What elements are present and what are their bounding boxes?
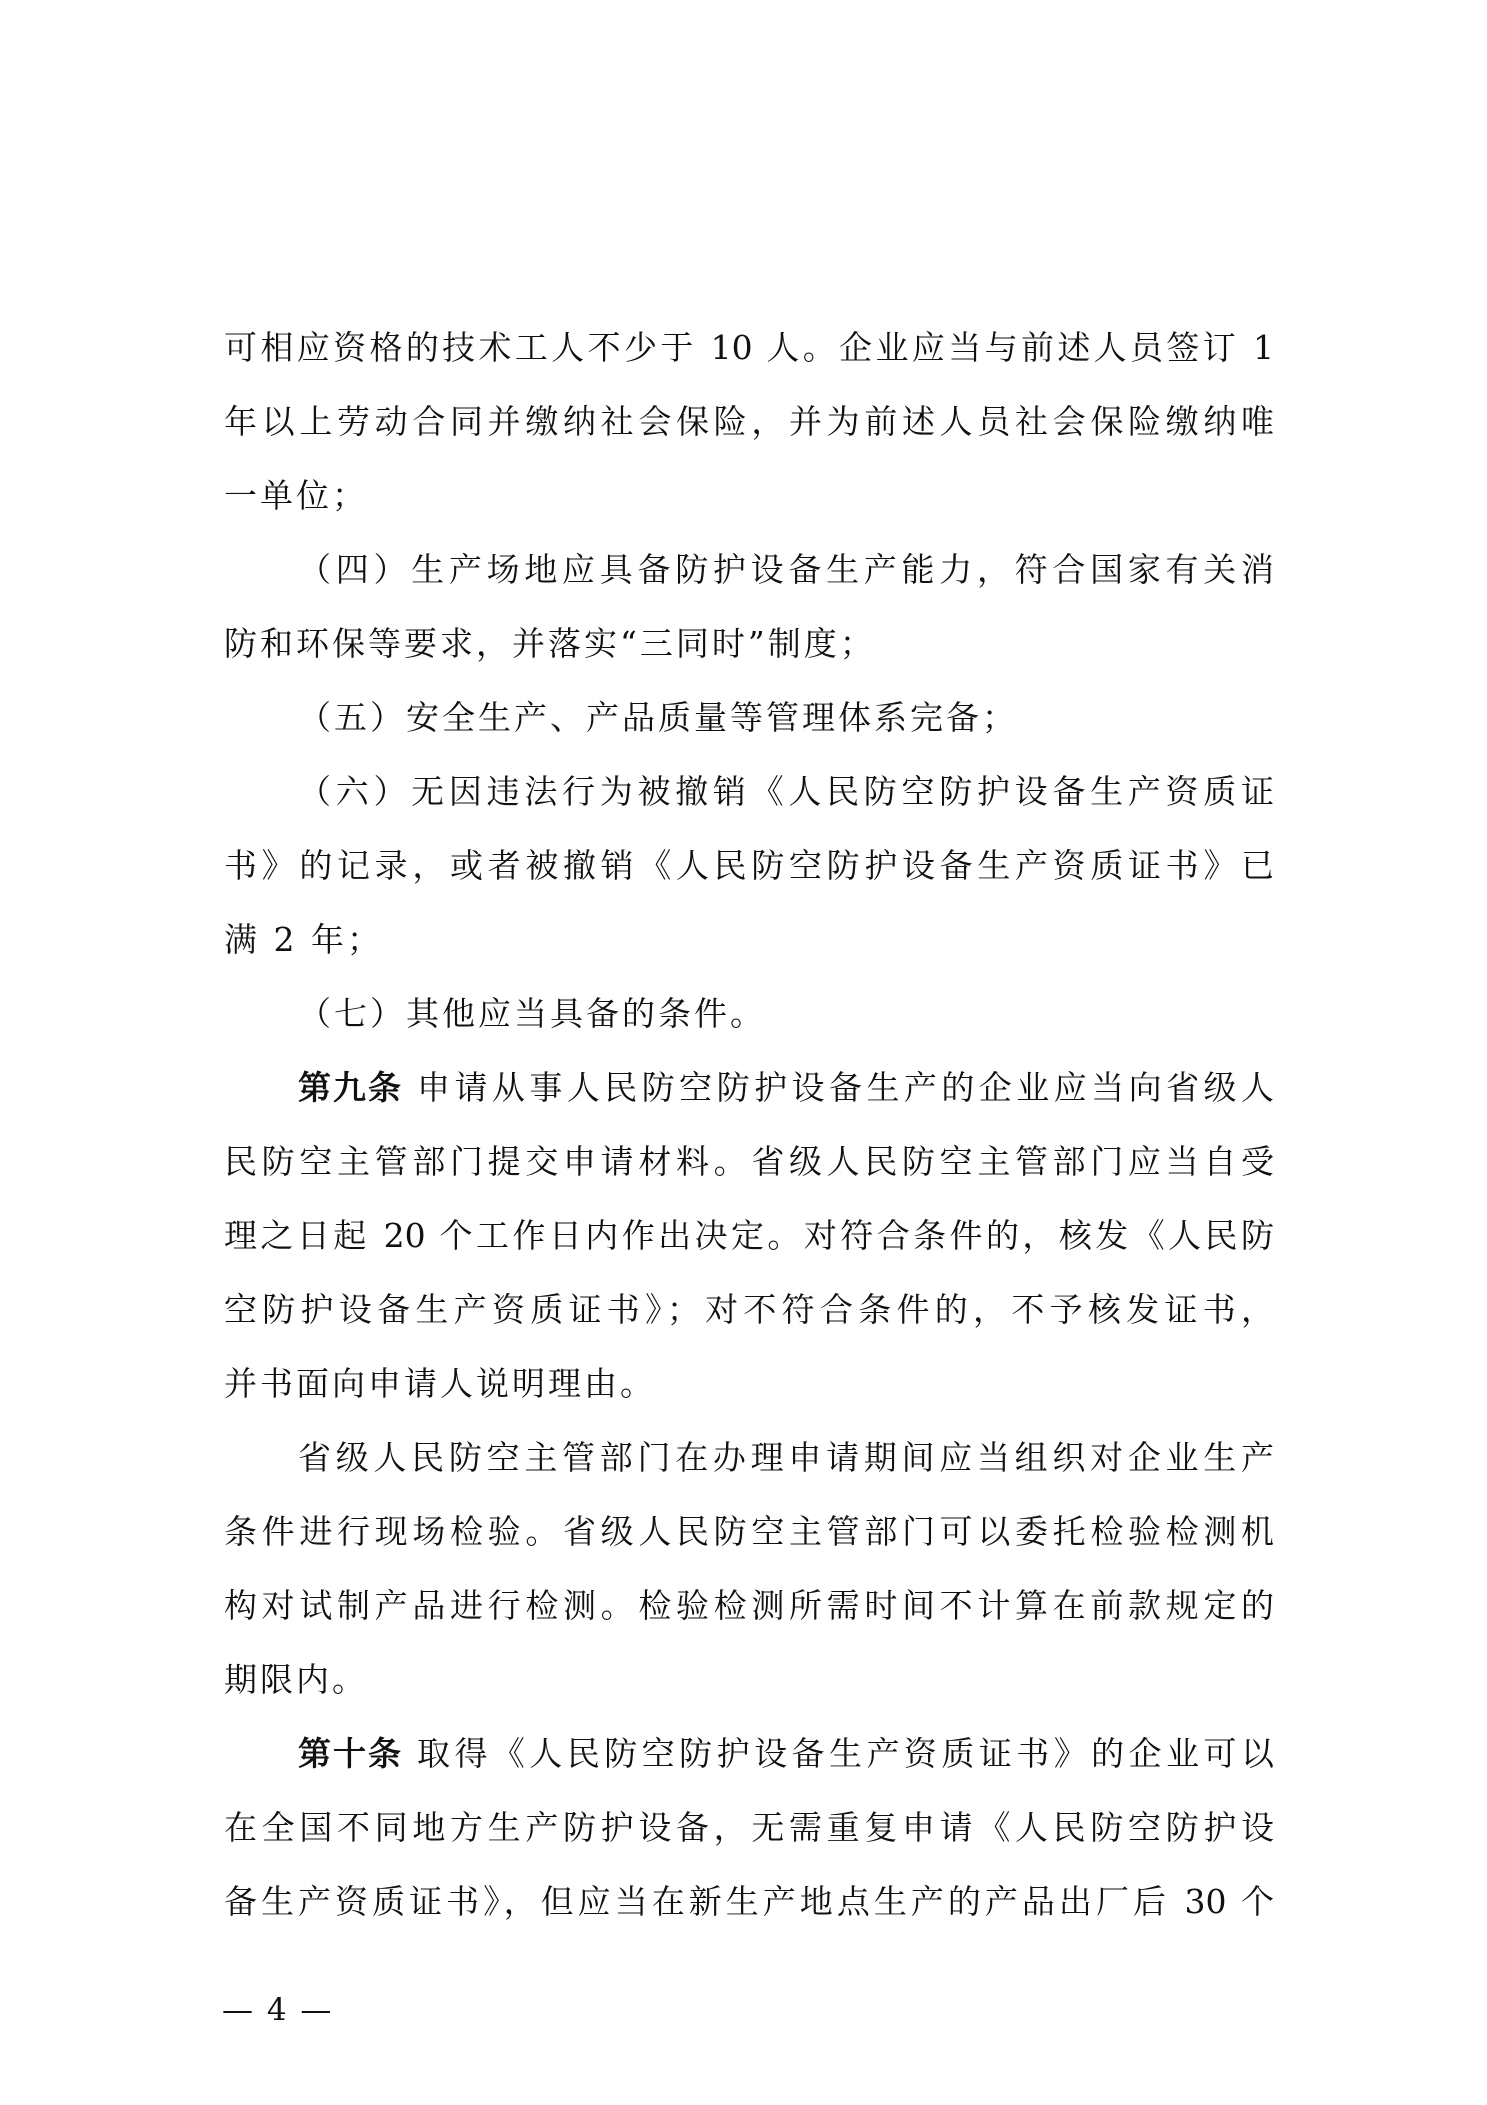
- article-10-paragraph: [298, 1734, 1274, 1774]
- text-line: 一单位；: [224, 476, 368, 515]
- text-line: 申请从事人民防空防护设备生产的企业应当向省级人: [417, 1068, 1274, 1107]
- text-line: 书》的记录，或者被撤销《人民防空防护设备生产资质证书》已: [224, 846, 1274, 885]
- text-line: 在全国不同地方生产防护设备，无需重复申请《人民防空防护设: [224, 1808, 1274, 1847]
- article-9-paragraph: [298, 1068, 1274, 1108]
- text-line: 满 2 年；: [224, 920, 383, 959]
- text-line: 构对试制产品进行检测。检验检测所需时间不计算在前款规定的: [224, 1586, 1274, 1625]
- text-line: （六）无因违法行为被撤销《人民防空防护设备生产资质证: [298, 772, 1274, 811]
- text-line: 期限内。: [224, 1660, 368, 1699]
- page-number: — 4 —: [222, 1992, 334, 2028]
- article-9-label: 第九条: [298, 1068, 403, 1107]
- text-line: 条件进行现场检验。省级人民防空主管部门可以委托检验检测机: [224, 1512, 1274, 1551]
- text-line: 省级人民防空主管部门在办理申请期间应当组织对企业生产: [298, 1438, 1274, 1477]
- text-line: 并书面向申请人说明理由。: [224, 1364, 656, 1403]
- text-line: 年以上劳动合同并缴纳社会保险，并为前述人员社会保险缴纳唯: [224, 402, 1274, 441]
- text-line: 防和环保等要求，并落实“三同时”制度；: [224, 624, 876, 663]
- text-line: 可相应资格的技术工人不少于 10 人。企业应当与前述人员签订 1: [224, 328, 1274, 367]
- text-line: 理之日起 20 个工作日内作出决定。对符合条件的，核发《人民防: [224, 1216, 1274, 1255]
- text-line: 空防护设备生产资质证书》；对不符合条件的，不予核发证书，: [224, 1290, 1274, 1329]
- text-line: 备生产资质证书》，但应当在新生产地点生产的产品出厂后 30 个: [224, 1882, 1274, 1921]
- article-10-label: 第十条: [298, 1734, 403, 1773]
- text-line: （七）其他应当具备的条件。: [298, 994, 766, 1033]
- text-line: 取得《人民防空防护设备生产资质证书》的企业可以: [417, 1734, 1274, 1773]
- text-line: （五）安全生产、产品质量等管理体系完备；: [298, 698, 1018, 737]
- text-line: （四）生产场地应具备防护设备生产能力，符合国家有关消: [298, 550, 1274, 589]
- text-line: 民防空主管部门提交申请材料。省级人民防空主管部门应当自受: [224, 1142, 1274, 1181]
